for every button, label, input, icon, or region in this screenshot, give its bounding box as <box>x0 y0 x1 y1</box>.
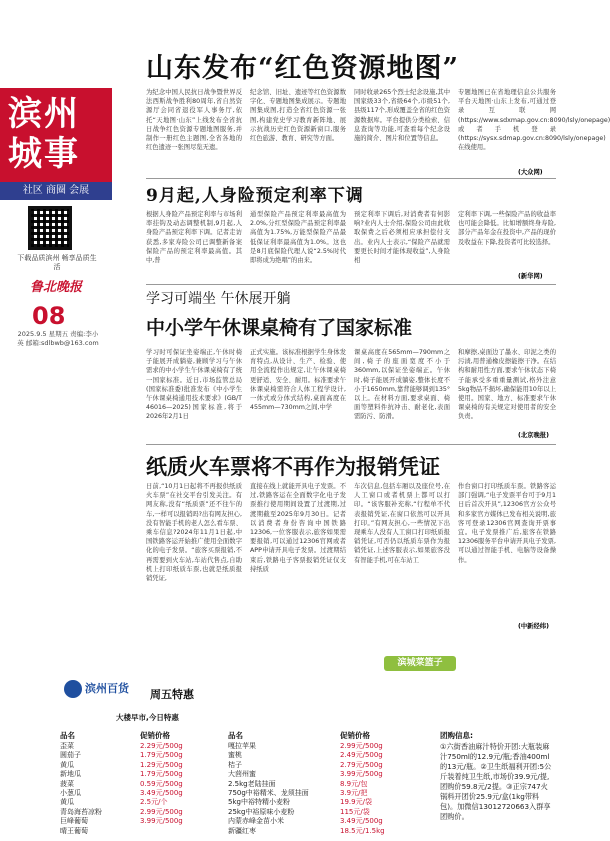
newspaper-logo: 鲁北晚报 <box>29 280 82 295</box>
col-header-price2: 促销价格 <box>340 731 370 740</box>
list-item: 1.79元/500g <box>140 751 183 760</box>
article2-source: (新华网) <box>518 273 543 280</box>
article3-source: (北京晚报) <box>518 432 549 439</box>
headline-desk-standard: 中小学午休课桌椅有了国家标准 <box>146 317 413 339</box>
list-item: 3.99元/500g <box>140 817 183 826</box>
section-title: 滨州城事 <box>8 94 80 174</box>
price-list-2 <box>340 742 434 836</box>
col-header-name2: 品名 <box>228 731 243 740</box>
article4-col3: 车次信息,包括车厢以及座位号,在人工窗口或者机票上都可以打印。“该客服补充称,“行程单不代表报销凭证,在窗口依然可以开具打印。”有网友担心,一些情况下出现乘车人没有人工窗口打印纸质报销凭证,可否仍以纸质车票作为报销凭证,上述客服表示,如果旅客没有智能手机,可在车站工 <box>354 483 450 564</box>
list-item: 菠菜 <box>60 779 74 788</box>
list-item: 2.5kg老陆挂面 <box>228 779 276 788</box>
list-item: 圆茄子 <box>60 751 81 760</box>
qr-code-icon[interactable] <box>28 206 72 250</box>
list-item: 蜜桃 <box>228 751 242 760</box>
product-list-2 <box>228 742 336 836</box>
list-item: 1.79元/500g <box>140 770 183 779</box>
list-item: 3.9元/把 <box>340 789 368 798</box>
list-item: 黄瓜 <box>60 760 74 769</box>
list-item: 2.5元/个 <box>140 798 168 807</box>
list-item: 2.99元/500g <box>140 807 183 816</box>
list-item: 小葱瓜 <box>60 789 81 798</box>
article2-col4: 定利率下调,一些保险产品的收益率也可能会降低。比如增额终身寿险,部分产品年金在投资中,产品的现价及收益在下降,投资者可比较选择。 <box>458 211 556 246</box>
list-item: 新地瓜 <box>60 770 81 779</box>
list-item: 桔子 <box>228 760 242 769</box>
page-number: 08 <box>32 302 66 330</box>
article1-col3: 同时收录265个烈士纪念设施,其中国家级33个,省级64个,市级51个,县级117个,形成覆盖全省的红色资源数据库。平台提供分类检索、信息查询等功能,可查看每个纪念设施的简介、图片和位置等信息。 <box>354 89 450 143</box>
list-item: 5kg中裕特精小麦粉 <box>228 798 290 807</box>
col-header-name1: 品名 <box>60 731 75 740</box>
list-item: 黄瓜 <box>60 798 74 807</box>
list-item: 18.5元/1.5kg <box>340 826 385 835</box>
article2-col1: 根据人身险产品预定利率与市场利率挂钩及动态调整机制,9月起,人身险产品预定利率下调。记者走访获悉,多家寿险公司已调整新备案保险产品的预定利率最高值。其中,普 <box>146 211 242 265</box>
store-logo-icon <box>64 680 82 698</box>
list-item: 新疆红枣 <box>228 826 256 835</box>
list-item: 3.99元/500g <box>340 770 383 779</box>
list-item: 巨峰葡萄 <box>60 817 88 826</box>
divider <box>146 284 556 285</box>
article4-col4: 作台窗口打印纸质车票。铁路客运部门强调,“电子发票平台可于9月1日后首次开具”,12306官方公众号和多家官方媒体已发布相关说明,旅客可登录12306官网查询开票事宜。电子发票推广后,旅客在铁路12306服务平台申请开具电子发票,可以通过智能手机、电脑等设备操作。 <box>458 483 556 564</box>
list-item: 1.29元/500g <box>140 760 183 769</box>
col-header-price1: 促销价格 <box>140 731 170 740</box>
price-list-1 <box>140 742 224 827</box>
list-item: 0.59元/500g <box>140 779 183 788</box>
list-item: 晴王葡萄 <box>60 826 88 835</box>
article4-col1: 日前,“10月1日起将不再报供纸质火车票”在社交平台引发关注。有网友称,没有“纸质票”还不往乍的车,一样可以报销吗?出有网友担心,没有智能手机的老人怎么看车票、乘车信息?2024年11月1日起,中国铁路客运开始推广使用全面数字化的电子发票。“旅客买票报销,不再需要到火车站,车站代售点,自助机上打印纸质车票,也就是纸质报销凭证, <box>146 483 242 583</box>
divider <box>146 444 556 445</box>
article1-col2: 纪念馆、旧址、遗迹等红色资源数字化、专题地图集成展示。专题地图集成图,打造全省红色资源一张图,构建党史学习教育新阵地、展示抗战历史红色资源新窗口,服务红色旅游、教育、研究等方面。 <box>250 89 346 143</box>
list-item: 3.49元/500g <box>340 817 383 826</box>
article3-col1: 学习时可保证坐姿端正,午休时椅子能展开成躺姿,兼顾学习与午休需求的中小学生午休课桌椅有了统一国家标准。近日,市场监管总局(国家标准委)批准发布《中小学生午休课桌椅通用技术要求》(GB/T 46016—2025)国家标准,将于2026年2月1日 <box>146 349 242 421</box>
ad-subtitle: 大楼早市,今日特惠 <box>116 713 179 722</box>
list-item: 嘎拉苹果 <box>228 742 256 750</box>
list-item: 2.99元/500g <box>340 742 383 750</box>
article3-col2: 正式实施。该标准根据学生身体发育特点,从设计、生产、检验、使用全流程作出规定,让午休课桌椅更舒适、安全、耐用。标准要求午休课桌椅需符合人体工程学设计,一体式或分体式结构,桌面高度在455mm—730mm之间,中学 <box>250 349 346 412</box>
masthead-banner <box>0 88 112 193</box>
article4-col2: 直接在线上就能开具电子发票。不过,铁路客运在全面数字化电子发票推行使用期间设置了过渡期,过渡期截至2025年9月30日。记者以消费者身份咨询中国铁路12306,一位客服表示,旅客如果需要报销,可以通过12306官网或者APP申请开具电子发票。过渡期结束后,铁路电子客票报销凭证仅支持纸质 <box>250 483 346 573</box>
article1-col4: 专题地图已在省地理信息公共服务平台天地图·山东上发布,可通过登录互联网(https://www.sdxmap.gov.cn:8090/lsly/onepage)或者手机登录(https://sysx.sdmap.gov.cn:8090/lsly/onepage)在线使用。 <box>458 89 610 152</box>
list-item: 19.9元/袋 <box>340 798 372 807</box>
list-item: 2.79元/500g <box>340 760 383 769</box>
article1-source: (大众网) <box>518 169 543 176</box>
list-item: 25kg中裕原味小麦粉 <box>228 807 295 816</box>
list-item: 歪菜 <box>60 742 74 750</box>
article2-col2: 通型保险产品预定利率最高值为2.0%,分红型保险产品预定利率最高值为1.75%,万能型保险产品最低保证利率最高值为1.0%。这也是8月底保险代理人说“2.5%时代即将成为绝唱”的由来。 <box>250 211 346 265</box>
masthead <box>0 0 112 841</box>
article3-col4: 和摩擦,桌面边了墨水、印泥之类的污渍,用普通橡皮擦能擦干净。在结构和耐用性方面,要求午休状态下椅子能承受多重重量测试,格外注意5kg物品不损坏,确保能用10年以上使用。国家、地方、标准要求午休课桌椅的有关规定对使用者的安全负责。 <box>458 349 556 421</box>
divider <box>146 178 556 179</box>
group-buy-info: ①六街香油麻汁特价开团:大瓶装麻汁750ml的12.9元/瓶;香油400ml的13元/瓶。②卫生纸福利开团:5公斤装着纯卫生纸,市场价39.9元/提,团购价59.8元/2提。③正宗747火锅料开团价25.9元/盒(1kg带料包)。加微信13012720663入群享团购价。 <box>440 742 552 821</box>
headline-train-ticket: 纸质火车票将不再作为报销凭证 <box>146 454 440 479</box>
product-list-1 <box>60 742 136 836</box>
article2-col3: 预定利率下调后,对消费者有何影响?业内人士介绍,保险公司由此收取保费之后必须相应承担偿付支出。业内人士表示,“保险产品就需要更长时间才能体现收益”,人身险相 <box>354 211 450 265</box>
list-item: 大茴州蜜 <box>228 770 256 779</box>
article3-col3: 课桌高度在565mm—790mm之间,椅子的座面宽度不小于360mm,以保证坐姿端正。午休时,椅子能展开成躺姿,整体长度不小于1650mm,靠背能够调到135°以上。在材料方面,要求桌面、椅面等塑料件抗冲击、耐老化,表面需防污、防滑。 <box>354 349 450 421</box>
article3-kicker: 学习可端坐 午休展开躺 <box>146 291 291 307</box>
list-item: 青岛海苔凉粉 <box>60 807 102 816</box>
group-info-header: 团购信息: <box>440 731 473 740</box>
headline-red-resource-map: 山东发布“红色资源地图” <box>146 53 460 84</box>
list-item: 3.49元/500g <box>140 789 183 798</box>
article4-source: (中新经纬) <box>518 623 549 630</box>
list-item: 750g中裕精米、龙须挂面 <box>228 789 309 798</box>
headline-insurance-rate: 9月起,人身险预定利率下调 <box>146 186 364 206</box>
list-item: 2.49元/500g <box>340 751 383 760</box>
section-subtitle: 社区 商圈 会展 <box>0 182 112 200</box>
qr-caption: 下载品质滨州 畅享品质生活 <box>17 254 97 271</box>
article1-col1: 为纪念中国人民抗日战争暨世界反法西斯战争胜利80周年,省自然资源厅会同省退役军人事务厅,依托“天地图·山东”上线发布全省抗日战争红色资源专题地图服务,并制作一册红色主题图,全省各地的红色遗迹一张图尽览无遗。 <box>146 89 242 152</box>
list-item: 115元/袋 <box>340 807 370 816</box>
store-logo-text: 滨州百货 <box>85 682 129 695</box>
list-item: 8.9元/包 <box>340 779 368 788</box>
issue-meta: 2025.9.5 星期五 责编:李小英 邮箱:sdlbwb@163.com <box>17 330 99 347</box>
list-item: 2.29元/500g <box>140 742 183 750</box>
ad-title: 周五特惠 <box>150 688 194 701</box>
list-item: 内蒙赤峰金苗小米 <box>228 817 284 826</box>
ad-banner: 滨城菜篮子 <box>384 656 456 671</box>
store-logo <box>64 680 144 706</box>
